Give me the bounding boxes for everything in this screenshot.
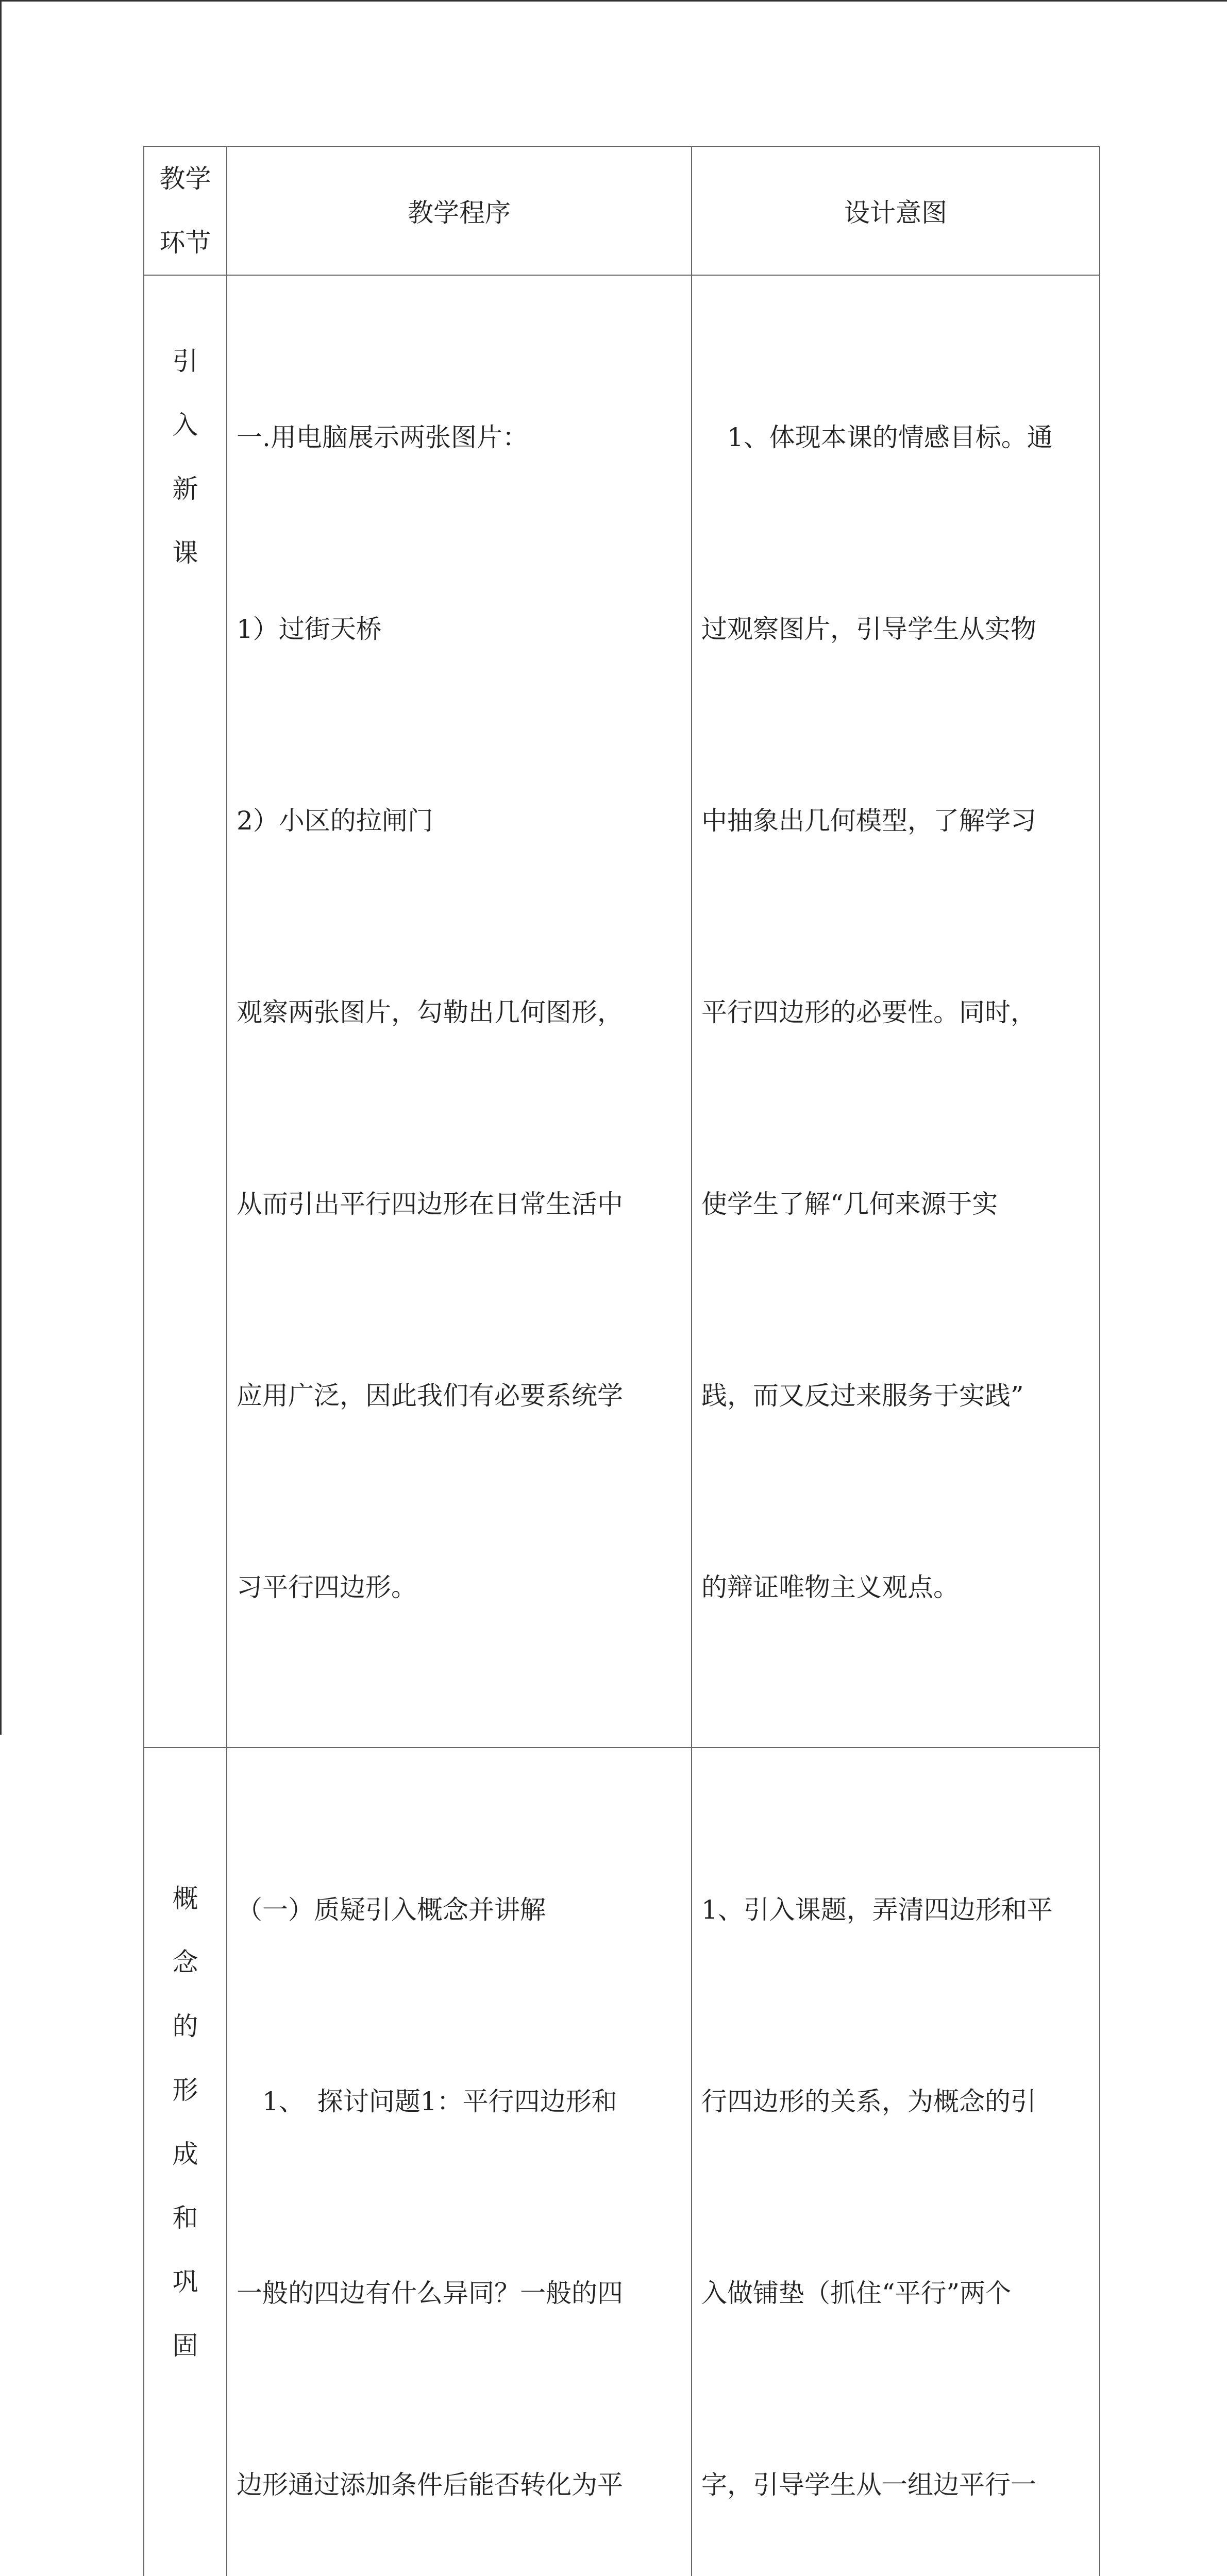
procedure-line: 一般的四边有什么异同？一般的四 — [237, 2278, 623, 2308]
intent-cell-concept — [692, 1748, 1100, 2576]
stage-char: 的 — [172, 2011, 198, 2041]
stage-char: 新 — [172, 474, 198, 504]
stage-char: 形 — [172, 2075, 198, 2105]
stage-char: 念 — [172, 1947, 198, 1977]
procedure-line: 1）过街天桥 — [237, 614, 382, 644]
page-left-border — [0, 0, 2, 1735]
stage-char: 概 — [172, 1884, 198, 1913]
intent-line: 的辩证唯物主义观点。 — [701, 1572, 959, 1602]
stage-char: 引 — [172, 346, 198, 376]
header-intent-cell: 设计意图 — [692, 146, 1100, 275]
procedure-line: 一.用电脑展示两张图片： — [237, 422, 528, 452]
intent-line: 字，引导学生从一组边平行一 — [701, 2470, 1036, 2500]
intent-line: 行四边形的关系，为概念的引 — [701, 2087, 1036, 2116]
header-stage-cell — [144, 146, 227, 275]
lesson-plan-table — [143, 146, 1100, 2576]
intent-line: 践，而又反过来服务于实践” — [701, 1381, 1024, 1411]
header-stage-line-2: 环节 — [159, 228, 211, 258]
procedure-line: 应用广泛，因此我们有必要系统学 — [237, 1381, 623, 1411]
intent-line: 中抽象出几何模型，了解学习 — [701, 806, 1036, 836]
stage-char: 成 — [172, 2139, 198, 2169]
procedure-line: 1、 探讨问题1：平行四边形和 — [237, 2087, 617, 2116]
procedure-line: 习平行四边形。 — [237, 1572, 417, 1602]
header-procedure-cell: 教学程序 — [227, 146, 692, 275]
stage-char: 课 — [172, 538, 198, 568]
table-header-row — [144, 146, 1100, 275]
procedure-cell-intro — [227, 275, 692, 1748]
procedure-cell-concept — [227, 1748, 692, 2576]
table-row-concept — [144, 1748, 1100, 2576]
stage-cell-intro — [144, 275, 227, 1748]
intent-line: 使学生了解“几何来源于实 — [701, 1189, 998, 1219]
intent-line: 1、体现本课的情感目标。通 — [701, 422, 1053, 452]
intent-line: 1、引入课题，弄清四边形和平 — [701, 1895, 1053, 1925]
stage-char: 巩 — [172, 2267, 198, 2297]
procedure-line: 2）小区的拉闸门 — [237, 806, 433, 836]
procedure-line: 从而引出平行四边形在日常生活中 — [237, 1189, 623, 1219]
intent-cell-intro — [692, 275, 1100, 1748]
stage-char: 入 — [172, 410, 198, 440]
intent-line: 平行四边形的必要性。同时， — [701, 997, 1036, 1027]
page-top-border — [0, 0, 1227, 2]
header-stage-line-1: 教学 — [159, 164, 211, 194]
procedure-line: 边形通过添加条件后能否转化为平 — [237, 2470, 623, 2500]
stage-cell-concept — [144, 1748, 227, 2576]
intent-line: 过观察图片，引导学生从实物 — [701, 614, 1036, 644]
stage-char: 固 — [172, 2331, 198, 2361]
stage-char: 和 — [172, 2203, 198, 2233]
table-row-intro — [144, 275, 1100, 1748]
procedure-line: （一）质疑引入概念并讲解 — [237, 1895, 546, 1925]
procedure-line: 观察两张图片，勾勒出几何图形， — [237, 997, 623, 1027]
intent-line: 入做铺垫（抓住“平行”两个 — [701, 2278, 1012, 2308]
